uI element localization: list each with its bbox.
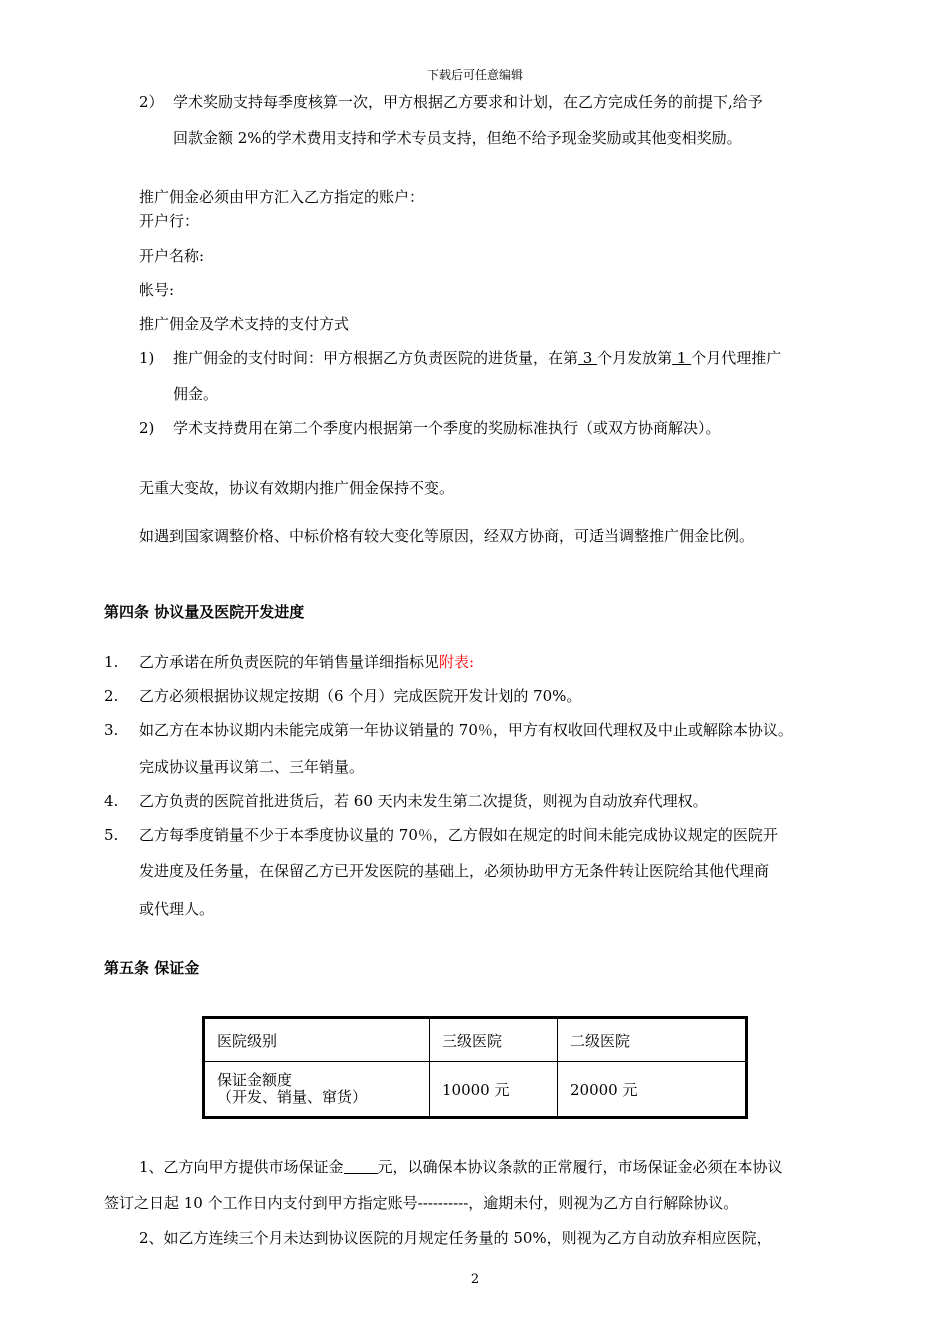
article-4-item-2: 乙方必须根据协议规定按期（6 个月）完成医院开发计划的 70%。 (139, 687, 582, 705)
filled-value: 1 (672, 349, 692, 367)
row-label: 保证金额度 (217, 1071, 293, 1089)
table-header-cell: 二级医院 (558, 1018, 747, 1062)
account-number: 帐号: (139, 281, 175, 299)
article-4-item-3: 如乙方在本协议期内未能完成第一年协议销量的 70％，甲方有权收回代理权及中止或解除本协议。 (139, 721, 793, 739)
table-header-cell: 医院级别 (204, 1018, 430, 1062)
text-segment: 乙方承诺在所负责医院的年销售量详细指标见 (139, 653, 440, 671)
list-number: 1. (104, 653, 119, 671)
list-number: 4. (104, 792, 119, 810)
list-number: 1) (139, 349, 155, 367)
text-segment: 个月代理推广 (691, 349, 782, 367)
row-label-note: （开发、销量、窜货） (217, 1088, 368, 1106)
payment-item-2: 学术支持费用在第二个季度内根据第一个季度的奖励标准执行（或双方协商解决）。 (173, 419, 721, 437)
account-bank: 开户行： (139, 212, 200, 230)
payment-item-1 (173, 348, 781, 368)
deposit-paragraph-2: 2、如乙方连续三个月未达到协议医院的月规定任务量的 50%，则视为乙方自动放弃相应医院， (139, 1229, 772, 1247)
paragraph-line: 佣金。 (173, 385, 219, 403)
account-name: 开户名称: (139, 247, 205, 265)
text-segment: 元，以确保本协议条款的正常履行，市场保证金必须在本协议 (377, 1158, 783, 1176)
article-5-title: 第五条 保证金 (104, 959, 200, 977)
note-line: 如遇到国家调整价格、中标价格有较大变化等原因，经双方协商，可适当调整推广佣金比例。 (139, 527, 755, 545)
deposit-table (202, 1016, 748, 1119)
list-number: 2. (104, 687, 119, 705)
blank-field (344, 1158, 378, 1174)
paragraph-line: 或代理人。 (139, 900, 215, 918)
table-cell: 20000 元 (558, 1062, 747, 1118)
article-4-item-1 (139, 652, 474, 672)
account-intro: 推广佣金必须由甲方汇入乙方指定的账户： (139, 188, 425, 206)
list-number: 2） (139, 93, 164, 111)
paragraph-line: 完成协议量再议第二、三年销量。 (139, 758, 365, 776)
article-4-title: 第四条 协议量及医院开发进度 (104, 603, 305, 621)
text-segment: 推广佣金的支付时间：甲方根据乙方负责医院的进货量，在第 (173, 349, 579, 367)
paragraph-line: 发进度及任务量，在保留乙方已开发医院的基础上，必须协助甲方无条件转让医院给其他代理商 (139, 862, 770, 880)
paragraph-line: 签订之日起 10 个工作日内支付到甲方指定账号----------，逾期未付，则视为乙方自行解除协议。 (104, 1194, 739, 1212)
page-header: 下载后可任意编辑 (426, 68, 523, 82)
appendix-link-text: 附表: (439, 653, 475, 671)
table-header-cell: 三级医院 (430, 1018, 558, 1062)
payment-title: 推广佣金及学术支持的支付方式 (139, 315, 350, 333)
filled-value: 3 (578, 349, 598, 367)
list-number: 5. (104, 826, 119, 844)
deposit-paragraph-1 (139, 1157, 783, 1177)
paragraph-line: 回款金额 2%的学术费用支持和学术专员支持，但绝不给予现金奖励或其他变相奖励。 (173, 129, 742, 147)
table-cell (204, 1062, 430, 1118)
text-segment: 个月发放第 (597, 349, 673, 367)
page-number: 2 (470, 1272, 480, 1287)
article-4-item-5: 乙方每季度销量不少于本季度协议量的 70％，乙方假如在规定的时间未能完成协议规定的医院开 (139, 826, 778, 844)
note-line: 无重大变故，协议有效期内推广佣金保持不变。 (139, 479, 455, 497)
paragraph-line: 学术奖励支持每季度核算一次，甲方根据乙方要求和计划，在乙方完成任务的前提下,给予 (173, 93, 763, 111)
table-cell: 10000 元 (430, 1062, 558, 1118)
article-4-item-4: 乙方负责的医院首批进货后，若 60 天内未发生第二次提货，则视为自动放弃代理权。 (139, 792, 708, 810)
list-number: 3. (104, 721, 119, 739)
text-segment: 1、乙方向甲方提供市场保证金 (139, 1158, 344, 1176)
table-row (204, 1018, 747, 1062)
list-number: 2) (139, 419, 155, 437)
table-row (204, 1062, 747, 1118)
